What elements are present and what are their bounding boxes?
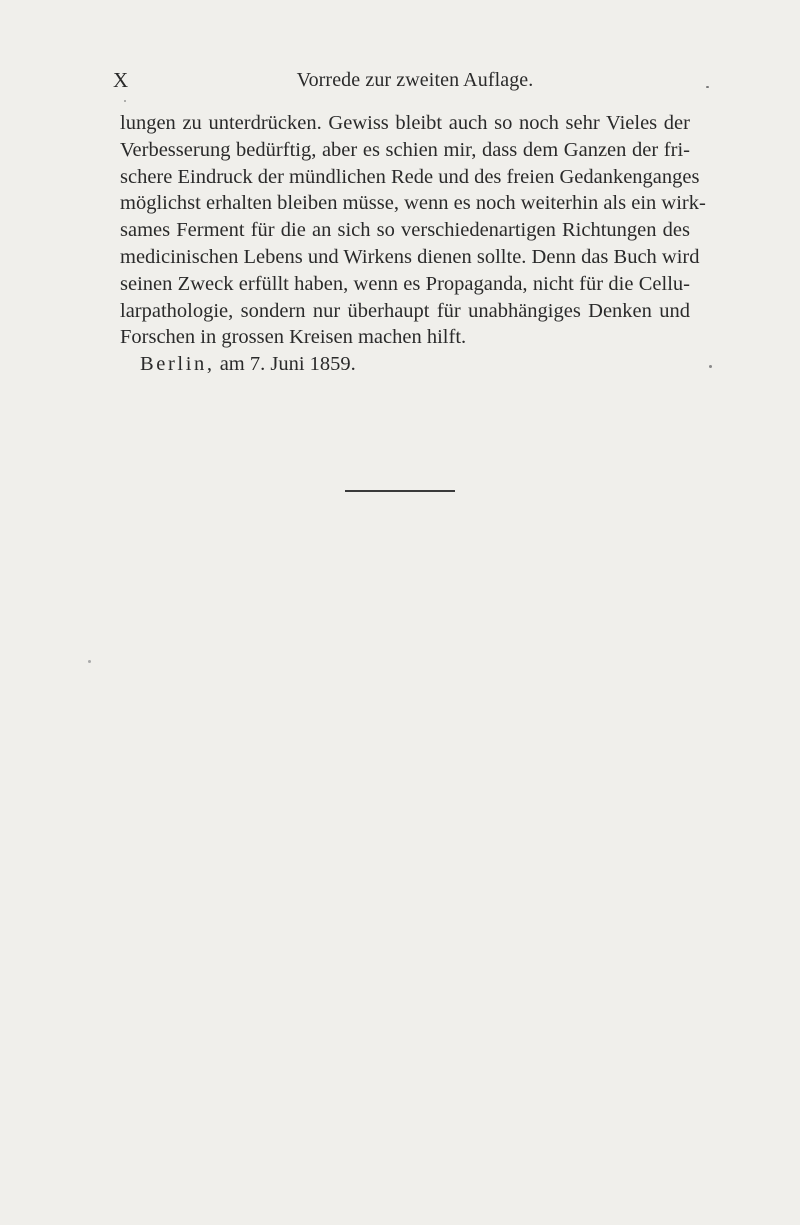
text-line: möglichst erhalten bleiben müsse, wenn es noch weiterhin als ein wirk- (120, 192, 706, 215)
paper-speck (709, 365, 712, 368)
signature-place: Berlin, (140, 353, 215, 376)
running-title: Vorrede zur zweiten Auflage. (296, 69, 534, 91)
signature-date: am 7. Juni 1859. (219, 353, 356, 376)
text-line: Forschen in grossen Kreisen machen hilft. (120, 326, 467, 349)
body-text (120, 110, 706, 378)
text-line: lungen zu unterdrücken. Gewiss bleibt auch so noch sehr Vieles der (120, 112, 690, 134)
text-line: medicinischen Lebens und Wirkens dienen sollte. Denn das Buch wird (120, 245, 700, 268)
text-line: schere Eindruck der mündlichen Rede und des freien Gedankenganges (120, 165, 700, 188)
text-line: seinen Zweck erfüllt haben, wenn es Propaganda, nicht für die Cellu- (120, 272, 690, 295)
page-number: X (113, 68, 129, 92)
paper-speck (88, 660, 91, 663)
paper-speck (706, 86, 709, 88)
text-line: larpathologie, sondern nur überhaupt für unabhängiges Denken und (120, 299, 690, 322)
text-line: Verbesserung bedürftig, aber es schien mir, dass dem Ganzen der fri- (120, 138, 690, 161)
end-rule (345, 490, 455, 492)
signature-line (120, 351, 690, 378)
paper-speck (124, 100, 126, 102)
text-line: sames Ferment für die an sich so verschiedenartigen Richtungen des (120, 219, 690, 242)
page-header (0, 64, 800, 96)
